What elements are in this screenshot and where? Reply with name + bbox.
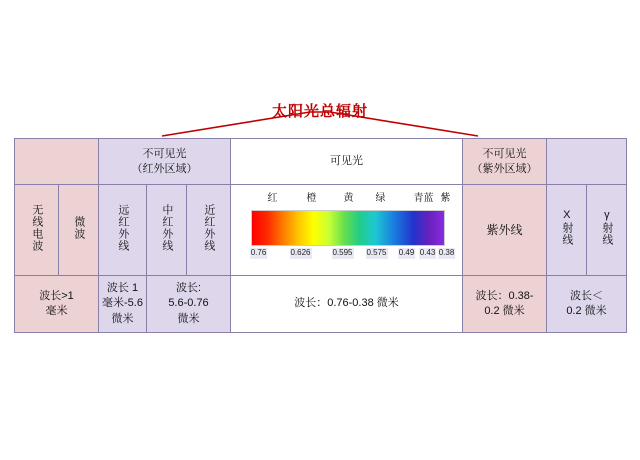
wavelength-mid-near-ir xyxy=(147,276,231,333)
spectrum-color-labels xyxy=(239,192,455,208)
tick-0-595: 0.595 xyxy=(332,248,353,257)
spectrum-table xyxy=(14,138,627,333)
wavelength-mid-ir-line3: 微米 xyxy=(177,312,200,325)
table-wavelength-row xyxy=(15,276,627,333)
band-label-mid-ir: 中红外线 xyxy=(160,203,173,252)
wavelength-radio-line2: 毫米 xyxy=(45,305,68,317)
tick-0-43: 0.43 xyxy=(419,248,436,257)
spectrum-color-red: 红 xyxy=(267,193,278,204)
band-label-far-ir: 远红外线 xyxy=(116,203,129,252)
wavelength-xray-line1: 波长＜ xyxy=(570,289,603,302)
tick-0-626: 0.626 xyxy=(290,248,311,257)
tick-0-575: 0.575 xyxy=(366,248,387,257)
tick-0-76: 0.76 xyxy=(250,248,267,257)
header-empty-radio xyxy=(15,139,99,185)
diagram-title: 太阳光总辐射 xyxy=(271,103,368,120)
title-area xyxy=(0,100,640,140)
wavelength-uv xyxy=(463,276,547,333)
header-uv-line1: 不可见光 xyxy=(482,147,527,160)
wavelength-far-ir-line2: 毫米-5.6 xyxy=(102,297,143,310)
header-ir-line2: （红外区域） xyxy=(131,162,198,175)
wavelength-visible-text: 波长：0.76-0.38 微米 xyxy=(294,297,399,310)
band-gamma-ray xyxy=(587,185,627,276)
wavelength-uv-line1: 波长：0.38- xyxy=(475,289,534,302)
spectrum-color-cyanblue: 青蓝 xyxy=(413,193,434,204)
wavelength-radio xyxy=(15,276,99,333)
header-uv-line2: （紫外区域） xyxy=(471,162,538,175)
spectrum-gradient-bar xyxy=(251,210,445,246)
wavelength-far-ir xyxy=(99,276,147,333)
spectrum-color-orange: 橙 xyxy=(306,193,317,204)
spectrum-color-yellow: 黄 xyxy=(343,193,354,204)
band-microwave xyxy=(59,185,99,276)
visible-spectrum-cell xyxy=(231,185,463,276)
header-visible-light: 可见光 xyxy=(231,139,463,185)
band-mid-infrared xyxy=(147,185,187,276)
tick-0-38: 0.38 xyxy=(438,248,455,257)
band-label-gamma: γ射线 xyxy=(600,209,613,247)
wavelength-mid-ir-line1: 波长: xyxy=(175,281,202,294)
wavelength-uv-line2: 0.2 微米 xyxy=(484,305,525,317)
wavelength-far-ir-line3: 微米 xyxy=(111,312,134,325)
tick-0-49: 0.49 xyxy=(398,248,415,257)
wavelength-visible xyxy=(231,276,463,333)
header-invisible-ultraviolet xyxy=(463,139,547,185)
band-label-near-ir: 近红外线 xyxy=(202,203,215,252)
band-label-microwave: 微波 xyxy=(72,215,85,240)
header-ir-line1: 不可见光 xyxy=(142,147,187,160)
spectrum-tick-labels xyxy=(239,248,455,266)
band-near-infrared xyxy=(187,185,231,276)
table-header-row xyxy=(15,139,627,185)
wavelength-mid-ir-line2: 5.6-0.76 xyxy=(168,297,209,310)
brace-up-icon xyxy=(160,106,480,138)
table-band-row xyxy=(15,185,627,276)
header-empty-xray xyxy=(547,139,627,185)
band-ultraviolet xyxy=(463,185,547,276)
header-invisible-infrared xyxy=(99,139,231,185)
spectrum-graphic xyxy=(239,192,455,270)
wavelength-far-ir-line1: 波长 1 xyxy=(106,281,139,294)
band-xray xyxy=(547,185,587,276)
band-far-infrared xyxy=(99,185,147,276)
band-label-radio: 无线电波 xyxy=(30,203,43,252)
wavelength-radio-line1: 波长>1 xyxy=(39,289,74,302)
spectrum-color-violet: 紫 xyxy=(440,193,451,204)
wavelength-xray-line2: 0.2 微米 xyxy=(566,305,607,317)
band-label-uv: 紫外线 xyxy=(486,222,523,237)
spectrum-color-green: 绿 xyxy=(375,193,386,204)
band-radio-wave xyxy=(15,185,59,276)
wavelength-xray-gamma xyxy=(547,276,627,333)
band-label-xray: X射线 xyxy=(560,209,573,247)
